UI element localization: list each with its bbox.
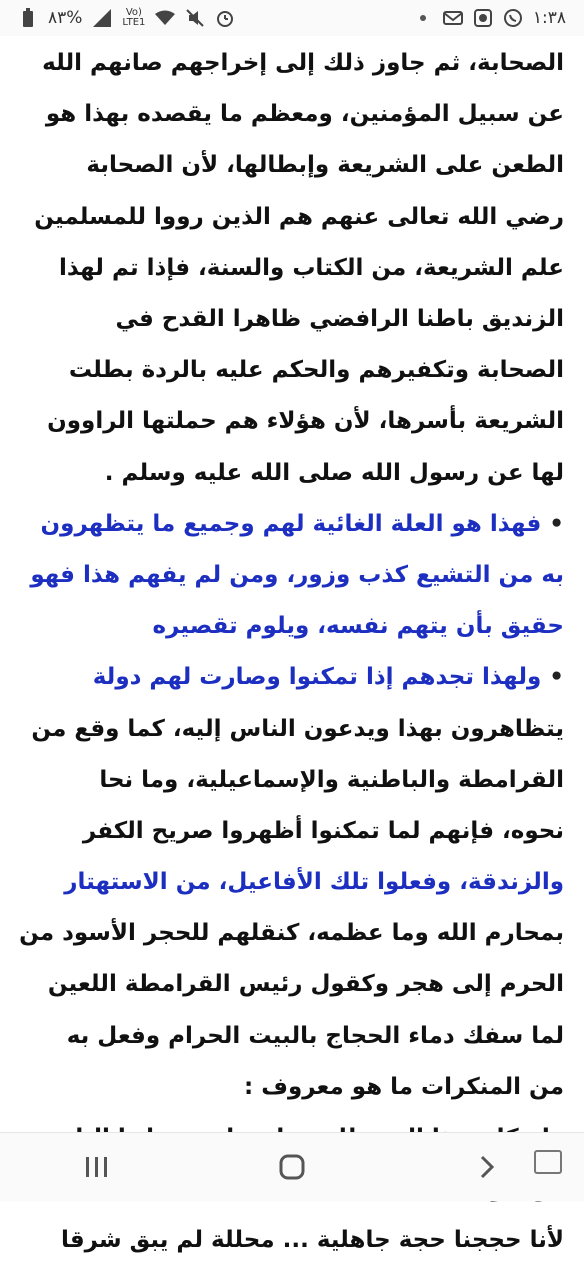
article-line: رضي الله تعالى عنهم هم الذين رووا للمسلمين [34,203,564,230]
status-bar [0,0,584,36]
network-tag: Vo) LTE1 [122,7,146,28]
home-icon[interactable] [262,1143,322,1191]
article-line: بمحارم الله وما عظمه، كنقلهم للحجر الأسود من [19,920,564,947]
bullet-icon: • [549,664,564,691]
article-line: لها عن رسول الله صلى الله عليه وسلم . [104,459,564,486]
article-line: القرامطة والباطنية والإسماعيلية، وما نحا [99,766,564,793]
alarm-icon [215,8,235,28]
bullet-icon: • [549,510,564,537]
article-line: الحرم إلى هجر وكقول رئيس القرامطة اللعين [47,971,564,998]
status-right [413,8,566,28]
article-line: لأنا حججنا حجة جاهلية ... محللة لم يبق شرقا [60,1227,564,1254]
wifi-icon [155,8,175,28]
article-line: يتظاهرون بهذا ويدعون الناس إليه، كما وقع من [31,715,564,742]
article-line: الزنديق باطنا الرافضي ظاهرا القدح في [115,306,564,333]
navigation-bar [0,1132,584,1201]
article-line: به من التشيع كذب وزور، ومن لم يفهم هذا فهو [30,561,564,588]
battery-percent: ٨٣% [48,8,83,28]
article-line: والزندقة، وفعلوا تلك الأفاعيل، من الاستهتار [64,869,564,896]
article-body [19,38,564,1267]
settings-dot-icon [413,8,433,28]
article-viewport[interactable] [19,38,564,1254]
article-line: الطعن على الشريعة وإبطالها، لأن الصحابة [86,152,564,179]
article-line: حقيق بأن يتهم نفسه، ويلوم تقصيره [152,613,564,640]
article-line: الصحابة وتكفيرهم والحكم عليه بالردة بطلت [68,357,564,384]
keyboard-toggle-icon[interactable] [534,1150,562,1174]
photo-icon [473,8,493,28]
mail-icon [443,8,463,28]
clock-time: ١:٣٨ [532,8,566,28]
battery-icon [18,8,38,28]
article-line: نحوه، فإنهم لما تمكنوا أظهروا صريح الكفر [82,817,564,844]
recents-icon[interactable] [67,1143,127,1191]
article-line: • فهذا هو العلة الغائية لهم وجميع ما يتظهرون [40,510,564,537]
whatsapp-icon [503,8,523,28]
article-line: لما سفك دماء الحجاج بالبيت الحرام وفعل به [66,1022,564,1049]
article-line: الصحابة، ثم جاوز ذلك إلى إخراجهم صانهم الله [42,50,564,77]
back-icon[interactable] [457,1143,517,1191]
status-left [18,8,235,28]
mute-icon [185,8,205,28]
article-line: • ولهذا تجدهم إذا تمكنوا وصارت لهم دولة [92,664,564,691]
signal-icon [92,8,112,28]
article-line: علم الشريعة، من الكتاب والسنة، فإذا تم لهذا [58,254,564,281]
article-line: من المنكرات ما هو معروف : [244,1073,564,1100]
article-line: الشريعة بأسرها، لأن هؤلاء هم حملتها الراوون [47,408,564,435]
article-line: عن سبيل المؤمنين، ومعظم ما يقصده بهذا هو [45,101,564,128]
